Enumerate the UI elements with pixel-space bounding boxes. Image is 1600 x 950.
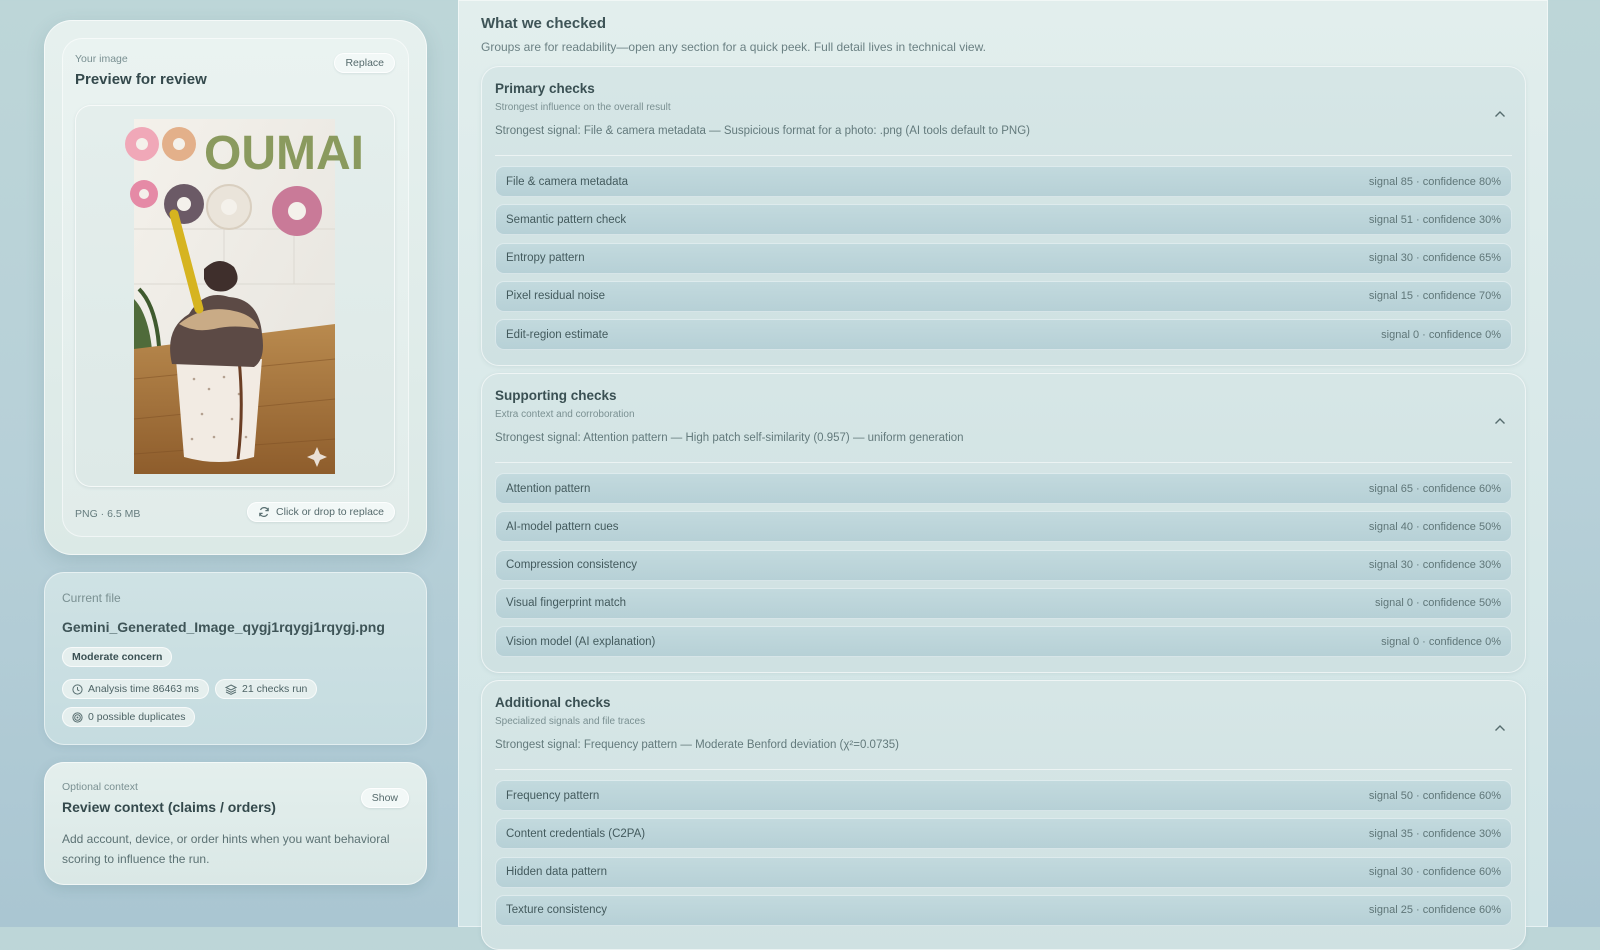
check-value: signal 30 · confidence 60% (1368, 866, 1501, 879)
preview-title: Preview for review (75, 71, 207, 88)
group-strongest-signal: Strongest signal: Frequency pattern — Moderate Benford deviation (χ²=0.0735) (495, 739, 899, 751)
check-label: Entropy pattern (506, 252, 585, 265)
check-value: signal 85 · confidence 80% (1368, 175, 1501, 188)
check-value: signal 15 · confidence 70% (1368, 290, 1501, 303)
group-subtitle: Specialized signals and file traces (495, 716, 646, 727)
check-value: signal 30 · confidence 65% (1368, 252, 1501, 265)
group-additional-checks (481, 680, 1526, 950)
check-row[interactable] (495, 511, 1512, 542)
current-file-eyebrow: Current file (62, 591, 121, 605)
group-title[interactable]: Primary checks (495, 81, 595, 96)
checks-run-label: 21 checks run (242, 683, 308, 695)
group-subtitle: Extra context and corroboration (495, 409, 635, 420)
check-row[interactable] (495, 166, 1512, 197)
duplicates-chip (62, 707, 195, 727)
check-label: AI-model pattern cues (506, 520, 619, 533)
layers-icon (225, 684, 237, 695)
check-row[interactable] (495, 818, 1512, 849)
group-title[interactable]: Supporting checks (495, 388, 617, 403)
group-supporting-checks (481, 373, 1526, 673)
group-divider (495, 769, 1512, 770)
check-label: Frequency pattern (506, 789, 600, 802)
context-description: Add account, device, or order hints when you want behavioral scoring to influence the run. (62, 832, 390, 866)
review-context-card (44, 762, 427, 885)
group-primary-checks (481, 66, 1526, 366)
chevron-up-icon[interactable] (1494, 105, 1506, 123)
check-label: Compression consistency (506, 559, 638, 572)
check-label: Pixel residual noise (506, 290, 606, 303)
drop-replace-button[interactable] (247, 502, 395, 522)
photo-sign-text: OUMAI (204, 127, 364, 180)
check-row[interactable] (495, 780, 1512, 811)
group-strongest-signal: Strongest signal: Attention pattern — High patch self-similarity (0.957) — uniform generation (495, 432, 964, 444)
current-file-card (44, 572, 427, 745)
analysis-time-chip (62, 679, 209, 699)
check-value: signal 0 · confidence 0% (1381, 635, 1501, 648)
check-label: Hidden data pattern (506, 866, 608, 879)
group-divider (495, 462, 1512, 463)
check-label: Content credentials (C2PA) (506, 827, 646, 840)
group-strongest-signal: Strongest signal: File & camera metadata — Suspicious format for a photo: .png (AI tools default to PNG) (495, 125, 1031, 137)
refresh-icon (258, 506, 270, 518)
concern-badge: Moderate concern (62, 647, 172, 667)
file-name: Gemini_Generated_Image_qygj1rqygj1rqygj.png (62, 619, 385, 635)
checks-subtitle: Groups are for readability—open any section for a quick peek. Full detail lives in technical view. (481, 40, 986, 54)
check-label: File & camera metadata (506, 175, 629, 188)
check-value: signal 65 · confidence 60% (1368, 482, 1501, 495)
show-context-button[interactable]: Show (361, 788, 409, 808)
check-row[interactable] (495, 588, 1512, 619)
context-eyebrow: Optional context (62, 781, 138, 793)
chevron-up-icon[interactable] (1494, 719, 1506, 737)
checks-panel (458, 0, 1548, 927)
check-value: signal 40 · confidence 50% (1368, 520, 1501, 533)
check-row[interactable] (495, 204, 1512, 235)
checks-title: What we checked (481, 15, 607, 32)
check-rows (495, 473, 1512, 664)
chevron-up-icon[interactable] (1494, 412, 1506, 430)
check-label: Vision model (AI explanation) (506, 635, 656, 648)
check-value: signal 30 · confidence 30% (1368, 559, 1501, 572)
context-title: Review context (claims / orders) (62, 799, 276, 815)
image-dropzone[interactable] (75, 105, 395, 487)
checks-run-chip (215, 679, 317, 699)
check-row[interactable] (495, 473, 1512, 504)
group-title[interactable]: Additional checks (495, 695, 611, 710)
fingerprint-icon (72, 712, 83, 723)
check-row[interactable] (495, 281, 1512, 312)
check-value: signal 51 · confidence 30% (1368, 213, 1501, 226)
preview-panel (62, 38, 409, 537)
check-value: signal 0 · confidence 50% (1375, 597, 1501, 610)
check-row[interactable] (495, 550, 1512, 581)
check-row[interactable] (495, 857, 1512, 888)
check-row[interactable] (495, 243, 1512, 274)
check-value: signal 0 · confidence 0% (1381, 328, 1501, 341)
check-value: signal 25 · confidence 60% (1368, 904, 1501, 917)
analysis-time-label: Analysis time 86463 ms (88, 683, 199, 695)
drop-replace-label: Click or drop to replace (276, 506, 384, 518)
file-meta: PNG · 6.5 MB (75, 508, 141, 520)
check-label: Visual fingerprint match (506, 597, 626, 610)
clock-icon (72, 684, 83, 695)
check-value: signal 35 · confidence 30% (1368, 827, 1501, 840)
uploaded-photo (134, 119, 364, 474)
check-rows (495, 780, 1512, 933)
check-row[interactable] (495, 626, 1512, 657)
replace-button[interactable]: Replace (334, 53, 395, 73)
preview-eyebrow: Your image (75, 53, 128, 65)
check-label: Edit-region estimate (506, 328, 609, 341)
check-label: Texture consistency (506, 904, 607, 917)
check-rows (495, 166, 1512, 357)
preview-card (44, 20, 427, 555)
group-subtitle: Strongest influence on the overall result (495, 102, 671, 113)
group-divider (495, 155, 1512, 156)
check-row[interactable] (495, 319, 1512, 350)
check-label: Semantic pattern check (506, 213, 627, 226)
check-label: Attention pattern (506, 482, 591, 495)
check-value: signal 50 · confidence 60% (1368, 789, 1501, 802)
duplicates-label: 0 possible duplicates (88, 711, 186, 723)
check-row[interactable] (495, 895, 1512, 926)
